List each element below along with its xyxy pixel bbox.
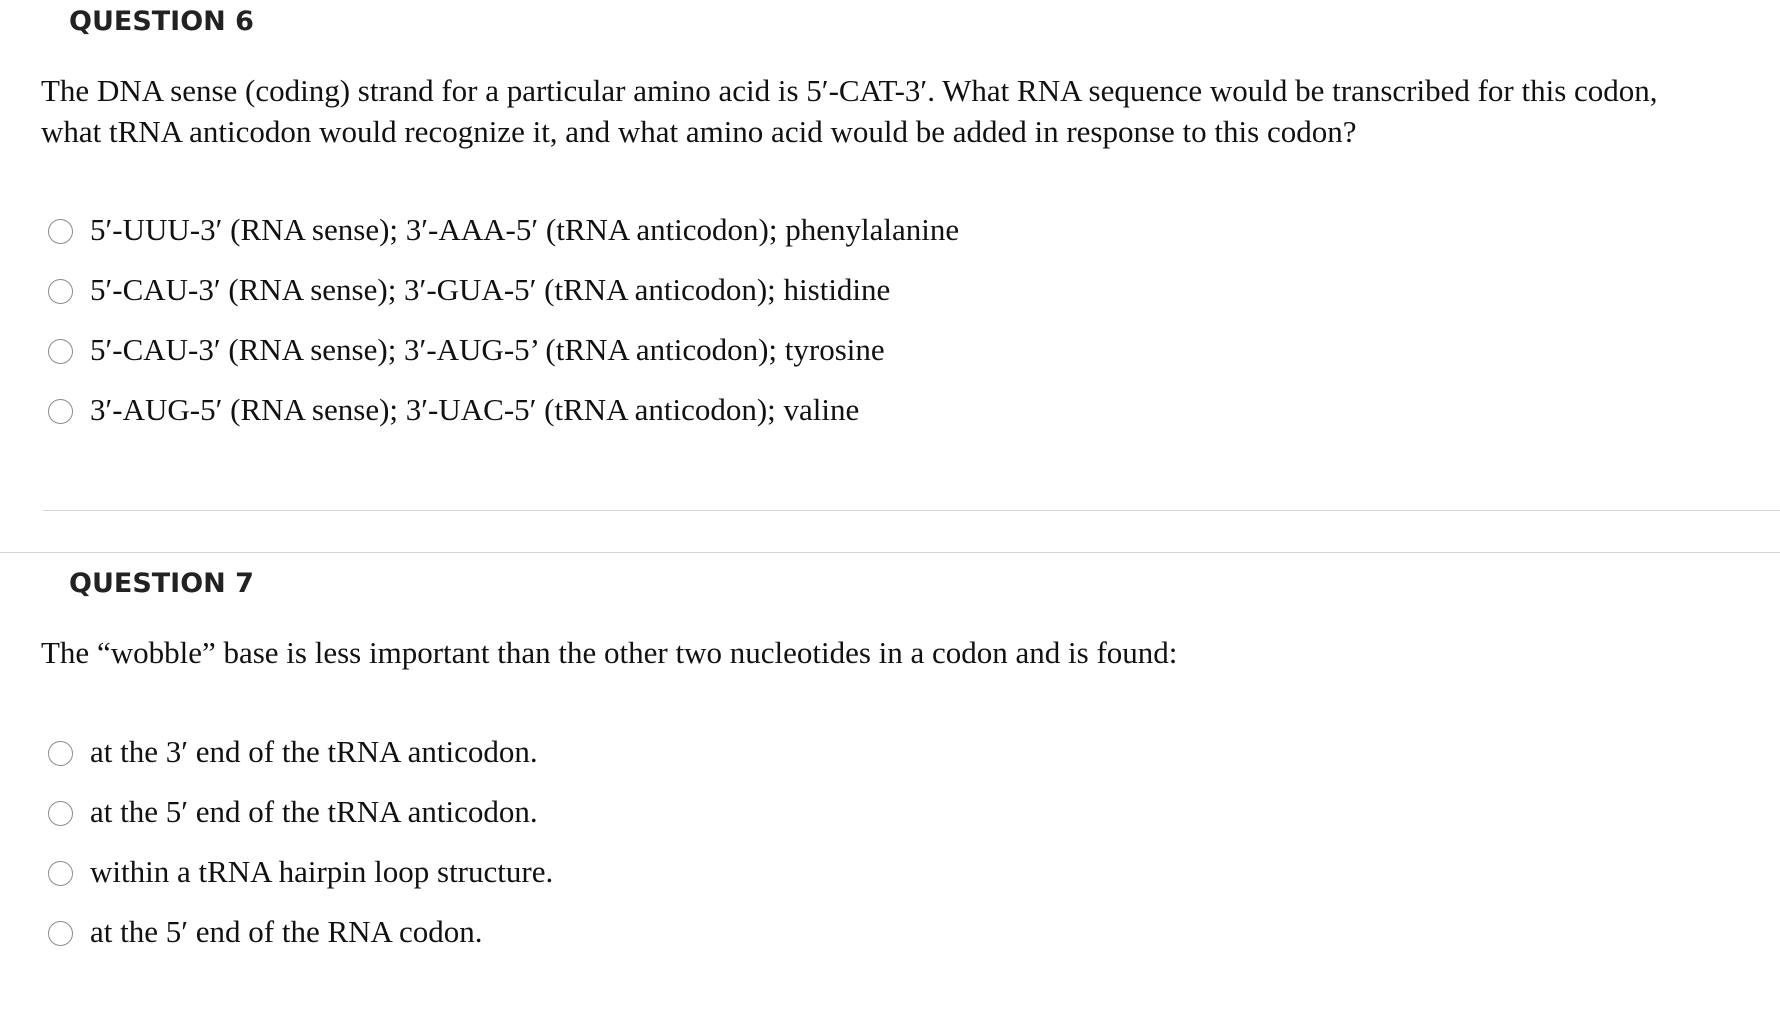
question-7-option-4[interactable] bbox=[48, 902, 553, 962]
option-label: at the 5′ end of the RNA codon. bbox=[90, 914, 483, 949]
question-6-title: QUESTION 6 bbox=[69, 6, 254, 37]
option-label: within a tRNA hairpin loop structure. bbox=[90, 854, 554, 889]
question-6-option-1[interactable] bbox=[48, 200, 959, 260]
radio-button[interactable] bbox=[48, 741, 73, 766]
radio-button[interactable] bbox=[48, 861, 73, 886]
question-7-option-2[interactable] bbox=[48, 782, 553, 842]
question-7-option-1[interactable] bbox=[48, 722, 553, 782]
option-label: 5′-CAU-3′ (RNA sense); 3′-GUA-5′ (tRNA anticodon); histidine bbox=[90, 272, 891, 307]
question-6-text: The DNA sense (coding) strand for a particular amino acid is 5′-CAT-3′. What RNA sequence would be transcribed for this codon, what tRNA anticodon would recognize it, and what amino acid would be added in response to this codon? bbox=[41, 73, 1658, 149]
radio-button[interactable] bbox=[48, 801, 73, 826]
question-6-option-2[interactable] bbox=[48, 260, 959, 320]
question-7-options bbox=[48, 722, 553, 962]
question-6-option-3[interactable] bbox=[48, 320, 959, 380]
radio-button[interactable] bbox=[48, 279, 73, 304]
radio-button[interactable] bbox=[48, 399, 73, 424]
question-inner-divider bbox=[43, 510, 1780, 511]
option-label: at the 5′ end of the tRNA anticodon. bbox=[90, 794, 538, 829]
radio-button[interactable] bbox=[48, 339, 73, 364]
question-7-title: QUESTION 7 bbox=[69, 568, 254, 599]
question-6-option-4[interactable] bbox=[48, 380, 959, 440]
question-separator bbox=[0, 552, 1780, 553]
radio-button[interactable] bbox=[48, 219, 73, 244]
option-label: at the 3′ end of the tRNA anticodon. bbox=[90, 734, 538, 769]
radio-button[interactable] bbox=[48, 921, 73, 946]
question-6-options bbox=[48, 200, 959, 440]
option-label: 5′-UUU-3′ (RNA sense); 3′-AAA-5′ (tRNA anticodon); phenylalanine bbox=[90, 212, 960, 247]
question-7-text: The “wobble” base is less important than the other two nucleotides in a codon and is found: bbox=[41, 635, 1178, 670]
option-label: 3′-AUG-5′ (RNA sense); 3′-UAC-5′ (tRNA anticodon); valine bbox=[90, 392, 860, 427]
option-label: 5′-CAU-3′ (RNA sense); 3′-AUG-5’ (tRNA anticodon); tyrosine bbox=[90, 332, 885, 367]
question-7-option-3[interactable] bbox=[48, 842, 553, 902]
